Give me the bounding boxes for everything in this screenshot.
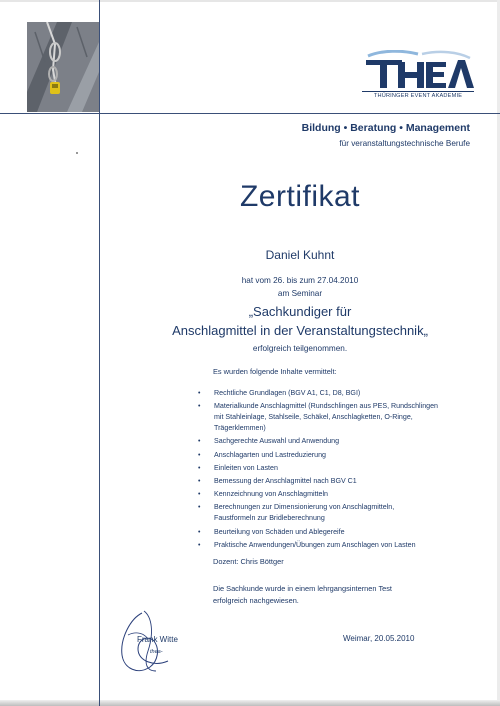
list-item (198, 540, 498, 551)
list-item-text: Praktische Anwendungen/Übungen zum Anschlagen von Lasten (214, 540, 416, 549)
list-item-text: Bemessung der Anschlagmittel nach BGV C1 (214, 476, 357, 485)
scan-edge-top (0, 0, 500, 2)
list-item-text: Kennzeichnung von Anschlagmitteln (214, 490, 328, 499)
bullet: • (198, 403, 201, 411)
bullet: • (198, 541, 201, 549)
list-item (198, 463, 498, 474)
instructor: Dozent: Chris Böttger (213, 557, 284, 566)
list-item-text: Materialkunde Anschlagmittel (Rundschlingen aus PES, Rundschlingen mit Stahleinlage, Stahlseile, Schäkel, Anschlagketten, O-Ringe, Trägerklemmen) (214, 402, 438, 433)
seminar-intro: am Seminar (277, 289, 323, 298)
list-item (198, 527, 498, 538)
bullet: • (198, 491, 201, 499)
tagline: Bildung • Beratung • Management (301, 122, 470, 134)
list-item-text: Rechtliche Grundlagen (BGV A1, C1, D8, BGI) (214, 389, 361, 397)
bullet: • (198, 504, 201, 512)
signature-note: thea- (150, 649, 163, 655)
list-item (198, 476, 498, 487)
bullet: • (198, 451, 201, 459)
list-item (198, 450, 498, 461)
logo-subtitle: THÜRINGER EVENT AKADEMIE (362, 91, 474, 99)
certificate-title: Zertifikat (239, 180, 361, 213)
seminar-dates: hat vom 26. bis zum 27.04.2010 (241, 276, 359, 285)
thea-logo-mark (362, 50, 474, 92)
place-and-date: Weimar, 20.05.2010 (343, 634, 415, 643)
list-item-text: Berechnungen zur Dimensionierung von Anschlagmitteln, Faustformeln zur Bridleberechnung (214, 503, 395, 523)
list-item (198, 401, 498, 434)
rigging-photo (27, 22, 99, 112)
recipient-name: Daniel Kuhnt (265, 248, 335, 262)
seminar-title-line2: Anschlagmittel in der Veranstaltungstechnik„ (172, 323, 428, 338)
bullet: • (198, 464, 201, 472)
completion-text: erfolgreich teilgenommen. (252, 344, 348, 353)
test-note-line1: Die Sachkunde wurde in einem lehrgangsinternen Test (213, 584, 392, 593)
horizontal-rule (0, 113, 500, 114)
list-item-text: Anschlagarten und Lastreduzierung (214, 450, 327, 459)
vertical-rule (99, 0, 100, 706)
contents-list (198, 388, 498, 553)
scan-speck (76, 152, 78, 154)
signer-name: Frank Witte (137, 635, 178, 644)
bullet: • (198, 528, 201, 536)
list-item (198, 489, 498, 500)
seminar-title-line1: „Sachkundiger für (248, 304, 352, 319)
subtagline: für veranstaltungstechnische Berufe (339, 139, 470, 148)
test-note-line2: erfolgreich nachgewiesen. (213, 596, 299, 605)
list-item-text: Einleiten von Lasten (214, 463, 278, 472)
bullet: • (198, 390, 201, 397)
bullet: • (198, 438, 201, 446)
scan-edge-bottom (0, 700, 500, 706)
list-item-text: Sachgerechte Auswahl und Anwendung (214, 437, 340, 446)
list-item (198, 388, 498, 399)
bullet: • (198, 477, 201, 485)
list-item (198, 436, 498, 447)
contents-intro: Es wurden folgende Inhalte vermittelt: (213, 367, 337, 376)
list-item-text: Beurteilung von Schäden und Ablegereife (214, 527, 345, 536)
rigging-photo-image (27, 22, 99, 112)
list-item (198, 502, 498, 524)
